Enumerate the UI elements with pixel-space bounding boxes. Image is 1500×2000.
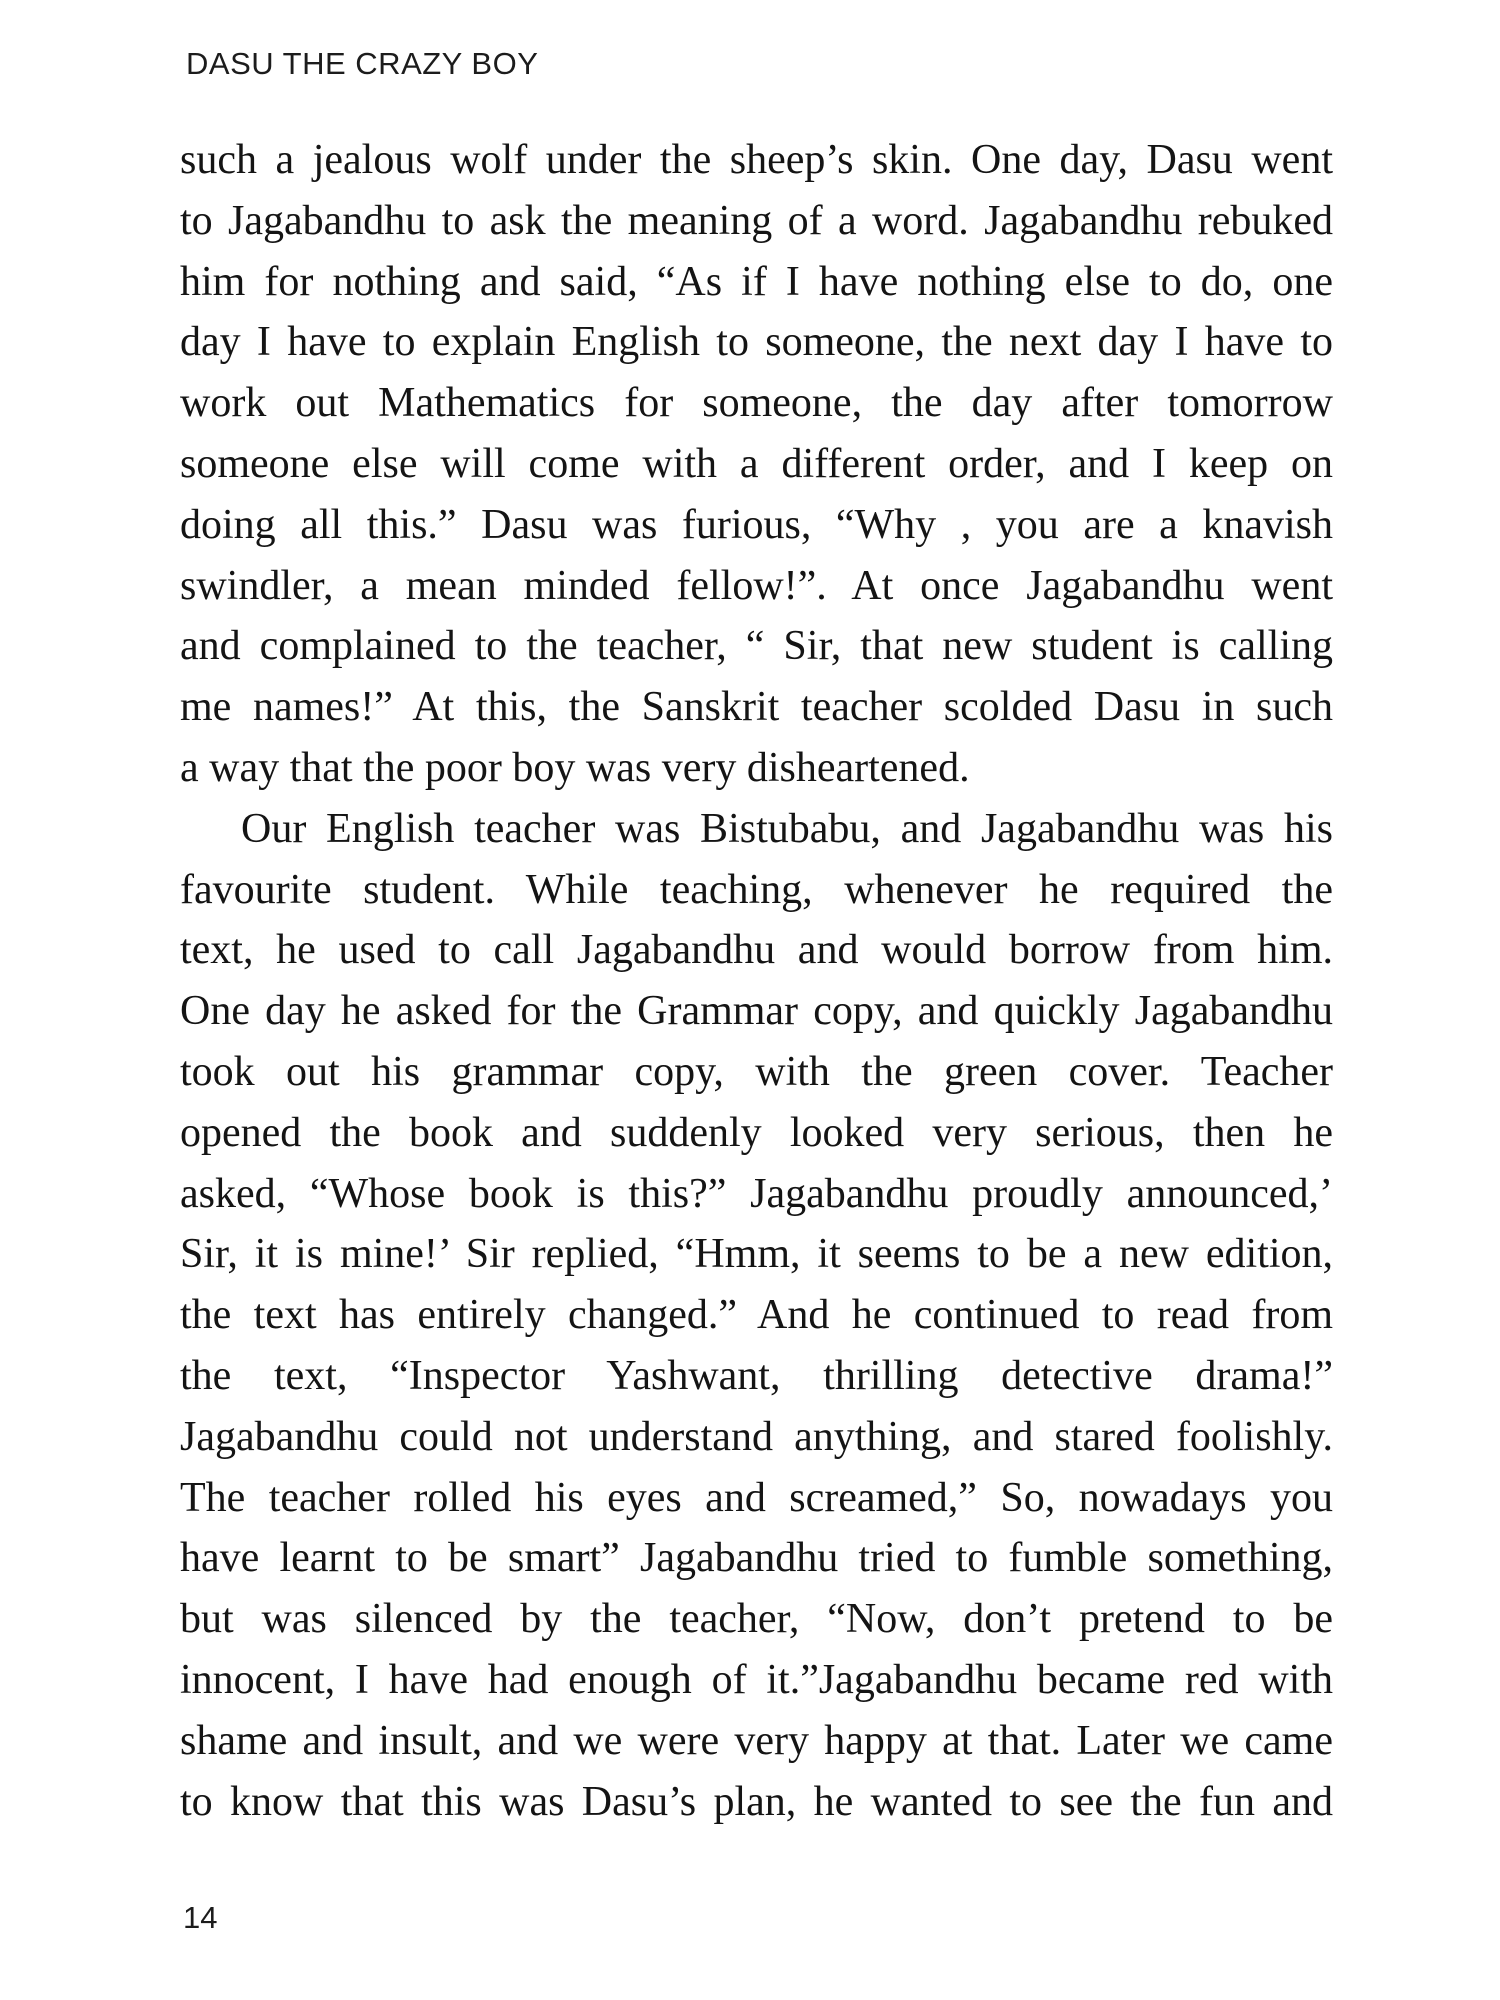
text-line: day I have to explain English to someone, the next day I have to xyxy=(180,319,1333,366)
text-line: innocent, I have had enough of it.”Jagabandhu became red with xyxy=(180,1656,1333,1703)
text-line: him for nothing and said, “As if I have nothing else to do, one xyxy=(180,258,1333,305)
text-line: took out his grammar copy, with the green cover. Teacher xyxy=(180,1048,1333,1095)
text-line: Our English teacher was Bistubabu, and Jagabandhu was his xyxy=(241,805,1333,852)
text-line: a way that the poor boy was very disheartened. xyxy=(180,744,970,791)
paragraph xyxy=(180,130,1333,799)
text-line: doing all this.” Dasu was furious, “Why , you are a knavish xyxy=(180,501,1333,548)
paragraph xyxy=(180,799,1333,1833)
text-line: favourite student. While teaching, whenever he required the xyxy=(180,866,1333,913)
text-line: text, he used to call Jagabandhu and would borrow from him. xyxy=(180,927,1333,974)
text-line: me names!” At this, the Sanskrit teacher scolded Dasu in such xyxy=(180,684,1333,731)
text-line: work out Mathematics for someone, the day after tomorrow xyxy=(180,380,1333,427)
text-line: the text has entirely changed.” And he continued to read from xyxy=(180,1292,1333,1339)
text-line: asked, “Whose book is this?” Jagabandhu proudly announced,’ xyxy=(180,1170,1333,1217)
text-line: to Jagabandhu to ask the meaning of a word. Jagabandhu rebuked xyxy=(180,197,1333,244)
text-line: to know that this was Dasu’s plan, he wanted to see the fun and xyxy=(180,1778,1333,1825)
text-line: Jagabandhu could not understand anything, and stared foolishly. xyxy=(180,1413,1333,1460)
text-line: the text, “Inspector Yashwant, thrilling detective drama!” xyxy=(180,1352,1333,1399)
page-number: 14 xyxy=(183,1900,218,1935)
body-text xyxy=(180,130,1333,1832)
running-head: DASU THE CRAZY BOY xyxy=(186,46,539,81)
text-line: Sir, it is mine!’ Sir replied, “Hmm, it seems to be a new edition, xyxy=(180,1231,1333,1278)
text-line: and complained to the teacher, “ Sir, that new student is calling xyxy=(180,623,1333,670)
text-line: The teacher rolled his eyes and screamed,” So, nowadays you xyxy=(180,1474,1333,1521)
text-line: shame and insult, and we were very happy at that. Later we came xyxy=(180,1717,1333,1764)
text-line: swindler, a mean minded fellow!”. At once Jagabandhu went xyxy=(180,562,1333,609)
text-line: opened the book and suddenly looked very serious, then he xyxy=(180,1109,1333,1156)
text-line: such a jealous wolf under the sheep’s skin. One day, Dasu went xyxy=(180,137,1333,183)
text-line: someone else will come with a different order, and I keep on xyxy=(180,440,1333,487)
text-line: One day he asked for the Grammar copy, and quickly Jagabandhu xyxy=(180,988,1333,1035)
text-line: but was silenced by the teacher, “Now, don’t pretend to be xyxy=(180,1596,1333,1643)
text-line: have learnt to be smart” Jagabandhu tried to fumble something, xyxy=(180,1535,1333,1582)
